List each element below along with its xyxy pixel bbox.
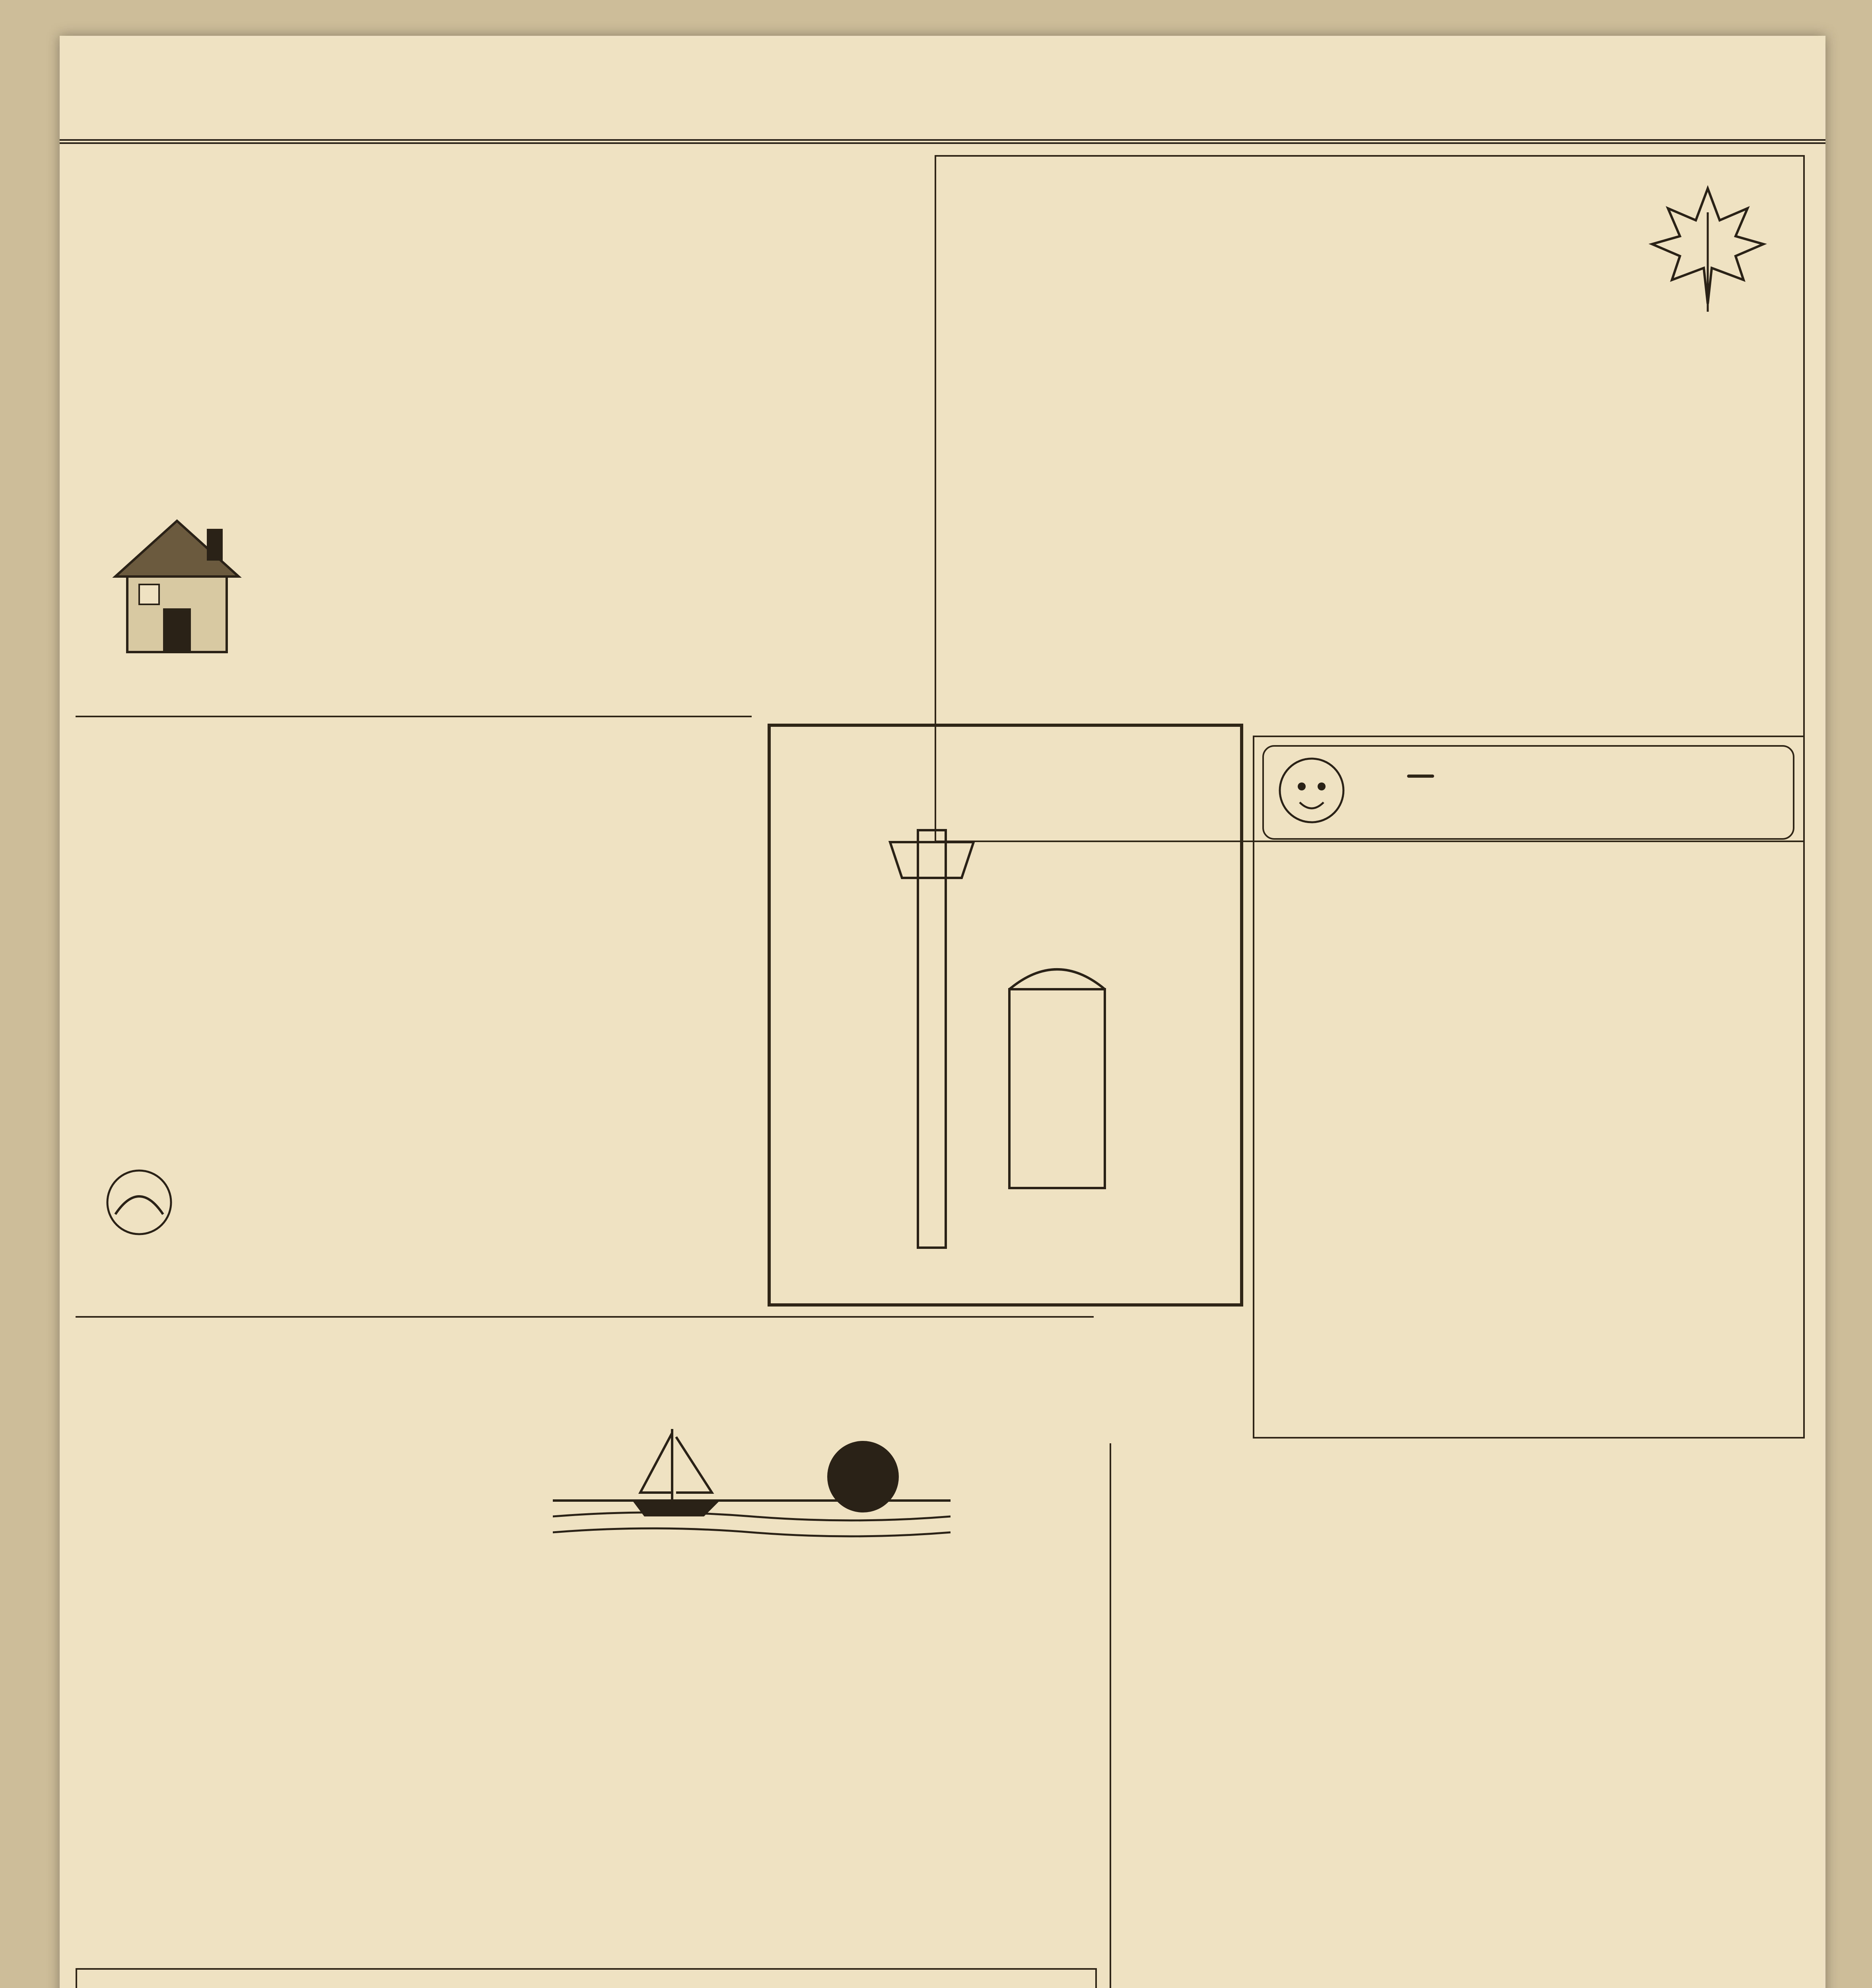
newspaper-page — [60, 36, 1825, 1988]
story-freedom — [76, 716, 752, 1306]
shunjian-body — [573, 1596, 990, 1954]
story-liu-xiaobo — [76, 1968, 1097, 1988]
story-seasons — [1253, 736, 1805, 1439]
story-stanley-park — [768, 724, 1243, 1307]
wangshi-body — [91, 1326, 418, 1954]
section-logo-illustration — [85, 1978, 228, 1988]
masthead — [60, 36, 1825, 144]
story-body — [1119, 1451, 1795, 1988]
column-body — [1270, 848, 1783, 1421]
column-banner — [1262, 745, 1794, 840]
story-body — [91, 163, 780, 692]
column-title — [1407, 775, 1434, 778]
cartoon-face-icon — [1272, 751, 1351, 834]
story-poem-grass — [76, 155, 923, 704]
story-body — [91, 725, 608, 1294]
totem-illustration — [858, 782, 1137, 1279]
maple-leaf-illustration — [1644, 177, 1771, 320]
sailboat-sunset-illustration — [553, 1397, 951, 1580]
story-poems — [76, 1316, 1094, 1962]
story-national-day — [1110, 1443, 1803, 1988]
